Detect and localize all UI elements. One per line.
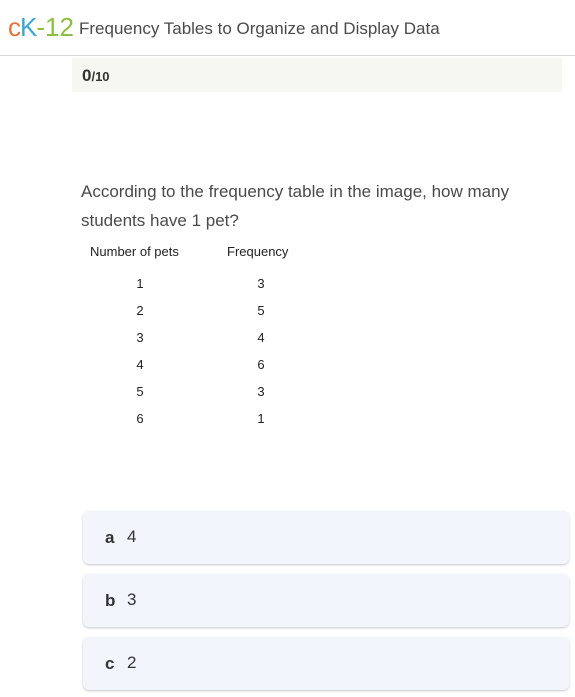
ck12-logo[interactable] bbox=[8, 12, 74, 42]
table-cell: 6 bbox=[136, 411, 144, 426]
answer-choice-c[interactable] bbox=[83, 637, 569, 690]
table-cell: 6 bbox=[257, 357, 265, 372]
choice-text: 2 bbox=[127, 653, 137, 672]
score-total: /10 bbox=[91, 69, 110, 84]
table-cell: 3 bbox=[136, 330, 144, 345]
table-cell: 3 bbox=[257, 276, 265, 291]
logo-k: K bbox=[20, 12, 37, 42]
table-cell: 1 bbox=[136, 276, 144, 291]
app-header bbox=[0, 0, 575, 56]
table-cell: 5 bbox=[257, 303, 265, 318]
score bbox=[82, 66, 110, 86]
choice-text: 3 bbox=[127, 590, 137, 609]
table-cell: 4 bbox=[257, 330, 265, 345]
table-cell: 5 bbox=[136, 384, 144, 399]
score-current: 0 bbox=[82, 66, 92, 85]
answer-choice-b[interactable] bbox=[83, 574, 569, 627]
choice-text: 4 bbox=[127, 527, 137, 546]
question-text: According to the frequency table in the image, how many students have 1 pet? bbox=[81, 182, 510, 230]
table-header-pets: Number of pets bbox=[90, 244, 179, 259]
score-bar bbox=[72, 58, 562, 92]
table-cell: 1 bbox=[257, 411, 265, 426]
logo-c: c bbox=[8, 12, 20, 42]
logo-12: -12 bbox=[36, 12, 74, 42]
choice-letter: a bbox=[105, 528, 115, 547]
choice-letter: c bbox=[105, 654, 115, 673]
table-header-frequency: Frequency bbox=[227, 244, 289, 259]
answer-choice-a[interactable] bbox=[83, 511, 569, 564]
table-cell: 2 bbox=[136, 303, 144, 318]
choice-letter: b bbox=[105, 591, 116, 610]
table-cell: 4 bbox=[136, 357, 144, 372]
table-cell: 3 bbox=[257, 384, 265, 399]
page-title: Frequency Tables to Organize and Display Data bbox=[79, 19, 440, 38]
